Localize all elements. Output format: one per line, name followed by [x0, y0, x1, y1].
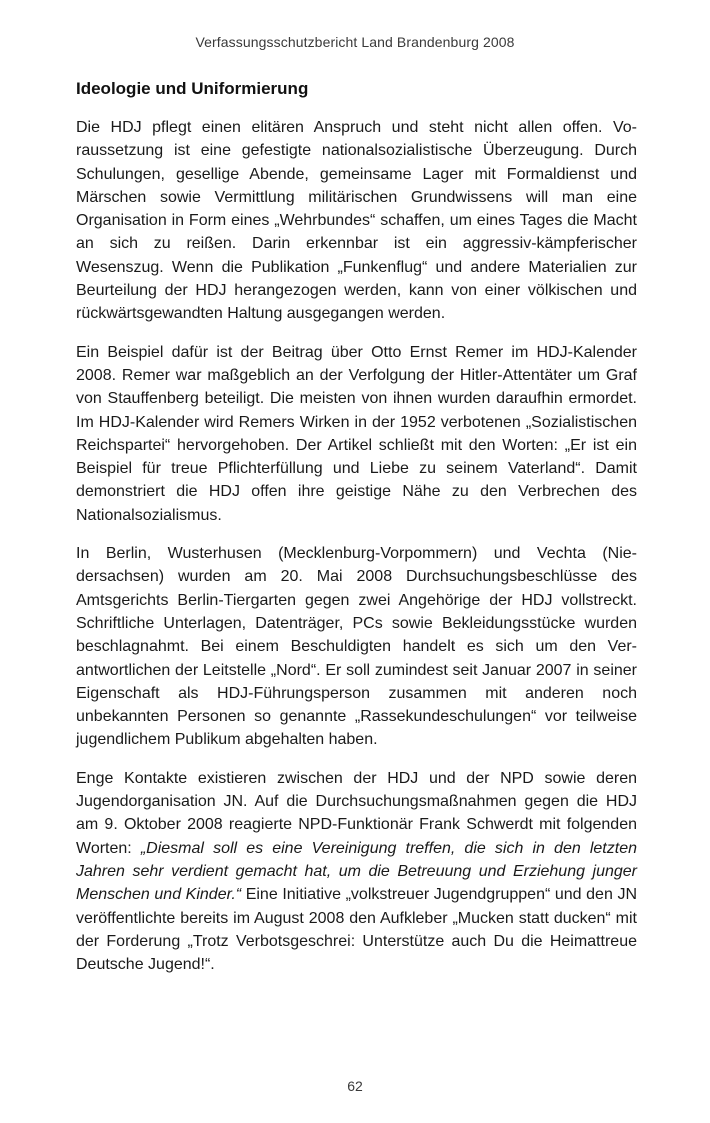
- paragraph-npd-contacts-rest: Eine Initiative „volkstreuer Jugendgruppen“ und den JN veröffentlichte bereits im August 2008 den Aufkleber „Mucken statt ducken“ mit der Forderung „Trotz Verbotsgeschrei: Unterstütze auch Du die Heimattreue Deutsche Jugend!“.: [76, 886, 637, 974]
- page-number: 62: [347, 1078, 363, 1094]
- paragraph-searches: In Berlin, Wusterhusen (Mecklenburg-Vorpommern) und Vechta (Niedersachsen) wurden am 20. Mai 2008 Durchsuchungsbeschlüsse des Amtsgerichts Berlin-Tiergarten gegen zwei Angehörige der HDJ vollstreckt. Schriftliche Unterlagen, Datenträger, PCs sowie Bekleidungsstücke wurden beschlagnahmt. Bei einem Beschuldigten handelt es sich um den Verantwortlichen der Leitstelle „Nord“. Er soll zumindest seit Januar 2007 in seiner Eigenschaft als HDJ-Führungsperson zusammen mit anderen noch unbekannten Personen so genannte „Rassekundeschulungen“ vor teilweise jugendlichem Publikum abgehalten haben.: [76, 545, 637, 749]
- paragraph-remer-example: Ein Beispiel dafür ist der Beitrag über Otto Ernst Remer im HDJ-Kalender 2008. Remer war maßgeblich an der Verfolgung der Hitler-Attentäter um Graf von Stauffenberg beteiligt. Die meisten von ihnen wurden daraufhin ermordet. Im HDJ-Kalender wird Remers Wirken in der 1952 verbotenen „Sozialistischen Reichspartei“ hervorgehoben. Der Artikel schließt mit den Worten: „Er ist ein Beispiel für treue Pflichterfüllung und Liebe zu seinem Vaterland“. Damit demonstriert die HDJ offen ihre geistige Nähe zu den Verbrechen des Nationalsozialismus.: [76, 343, 637, 524]
- section-heading: Ideologie und Uniformierung: [76, 79, 309, 98]
- paragraph-npd-contacts-intro: Enge Kontakte existieren zwischen der HDJ und der NPD sowie deren Jugendorganisation JN. Auf die Durchsuchungsmaßnahmen gegen die HDJ am 9. Oktober 2008 reagierte NPD-Funktionär Frank Schwerdt mit folgenden Worten:: [76, 769, 637, 857]
- main-content: [76, 78, 637, 991]
- paragraph-npd-contacts: [76, 767, 637, 977]
- schwerdt-quote: „Diesmal soll es eine Vereinigung treffen, die sich in den letzten Jahren sehr verdient gemacht hat, um die Betreuung und Erziehung junger Menschen und Kinder.“: [76, 839, 637, 904]
- running-header: Verfassungsschutzbericht Land Brandenburg 2008: [195, 34, 515, 50]
- paragraph-ideology: Die HDJ pflegt einen elitären Anspruch und steht nicht allen offen. Voraussetzung ist eine gefestigte nationalsozialistische Überzeugung. Durch Schulungen, gesellige Abende, gemeinsame Lager mit Formaldienst und Märschen sowie Vermittlung militärischen Grundwissens will man eine Organisation in Form eines „Wehrbundes“ schaffen, um eines Tages die Macht an sich zu reißen. Darin erkennbar ist ein aggressiv-kämpferischer Wesenszug. Wenn die Publikation „Funkenflug“ und andere Materialien zur Beurteilung der HDJ herangezogen werden, kann von einer völkischen und rückwärtsgewandten Haltung ausgegangen werden.: [76, 119, 637, 323]
